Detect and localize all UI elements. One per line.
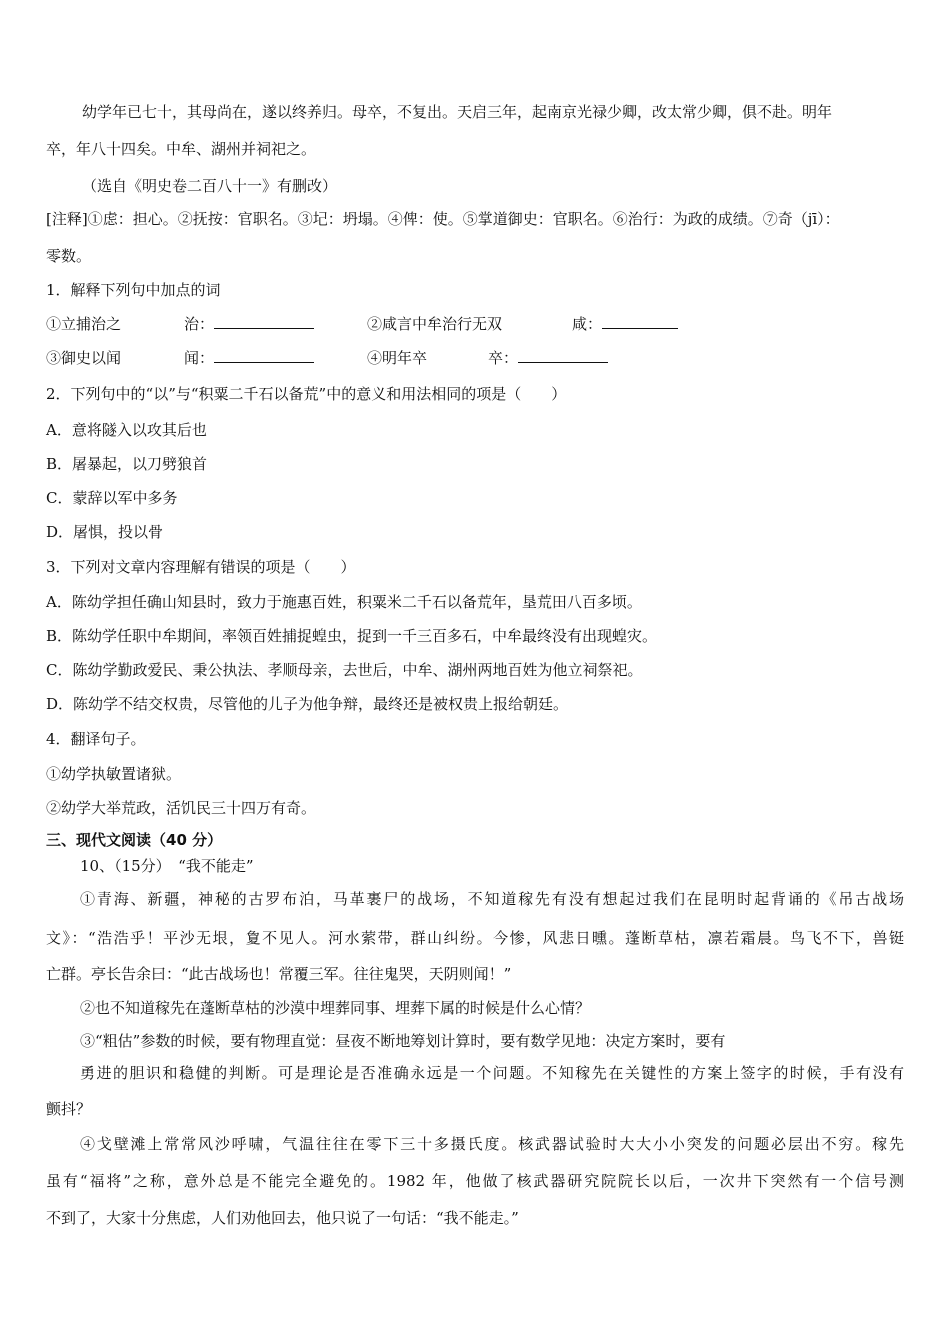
answer-blank[interactable]: [214, 348, 314, 363]
q2-option-d[interactable]: D．屠惧，投以骨: [46, 523, 164, 541]
modern-para-line: 颤抖？: [46, 1100, 92, 1118]
modern-para-line: 文》：“浩浩乎！平沙无垠，夐不见人。河水萦带，群山纠纷。今惨，风悲日曛。蓬断草枯，凛若霜晨。鸟飞不下，兽铤: [46, 929, 904, 947]
answer-blank[interactable]: [214, 314, 314, 329]
passage-para-line: 卒，年八十四矣。中牟、湖州并祠祀之。: [46, 140, 317, 158]
modern-para-line: ④戈壁滩上常常风沙呼啸，气温往往在零下三十多摄氏度。核武器试验时大大小小突发的问题必层出不穷。稼先: [80, 1135, 904, 1153]
modern-para-line: 虽有“福将”之称，意外总是不能完全避免的。1982 年，他做了核武器研究院院长以后，一次井下突然有一个信号测: [46, 1172, 904, 1190]
q1-item-sentence: ③御史以闻: [46, 349, 122, 367]
answer-blank[interactable]: [602, 314, 678, 329]
q4-item: ①幼学执敏置诸狱。: [46, 765, 182, 783]
annotation-notes: 零数。: [46, 247, 92, 265]
q2-option-c[interactable]: C．蒙辞以军中多务: [46, 489, 178, 507]
q4-item: ②幼学大举荒政，活饥民三十四万有奇。: [46, 799, 317, 817]
q1-item-label: 咸：: [572, 314, 678, 334]
q2-option-b[interactable]: B．屠暴起，以刀劈狼首: [46, 455, 208, 473]
question-4-stem: 4．翻译句子。: [46, 730, 146, 748]
modern-para-line: ②也不知道稼先在蓬断草枯的沙漠中埋葬同事、埋葬下属的时候是什么心情？: [80, 999, 591, 1017]
section-heading: 三、现代文阅读（40 分）: [46, 831, 223, 849]
annotation-notes: [注释]①虑：担心。②抚按：官职名。③圮：坍塌。④俾：使。⑤掌道御史：官职名。⑥治行：为政的成绩。⑦奇（jī）：: [46, 210, 840, 228]
question-1-stem: 1．解释下列句中加点的词: [46, 281, 221, 299]
modern-para-line: 不到了，大家十分焦虑，人们劝他回去，他只说了一句话：“我不能走。”: [46, 1209, 519, 1227]
passage-source: （选自《明史卷二百八十一》有删改）: [82, 177, 338, 195]
question-2-stem: 2．下列句中的“以”与“积粟二千石以备荒”中的意义和用法相同的项是（ ）: [46, 385, 567, 403]
question-3-stem: 3．下列对文章内容理解有错误的项是（ ）: [46, 558, 356, 576]
q1-item-label: 治：: [184, 314, 314, 334]
q1-item-sentence: ①立捕治之: [46, 315, 122, 333]
modern-para-line: 勇进的胆识和稳健的判断。可是理论是否准确永远是一个问题。不知稼先在关键性的方案上签字的时候，手有没有: [80, 1064, 904, 1082]
answer-blank[interactable]: [518, 348, 608, 363]
passage-para-line: 幼学年已七十，其母尚在，遂以终养归。母卒，不复出。天启三年，起南京光禄少卿，改太常少卿，俱不赴。明年: [82, 103, 833, 121]
q1-item-sentence: ④明年卒: [367, 349, 428, 367]
modern-para-line: ①青海、新疆，神秘的古罗布泊，马革裹尸的战场，不知道稼先有没有想起过我们在昆明时起背诵的《吊古战场: [80, 890, 904, 908]
q3-option-d[interactable]: D．陈幼学不结交权贵，尽管他的儿子为他争辩，最终还是被权贵上报给朝廷。: [46, 695, 569, 713]
q3-option-c[interactable]: C．陈幼学勤政爱民、秉公执法、孝顺母亲，去世后，中牟、湖州两地百姓为他立祠祭祀。: [46, 661, 643, 679]
q3-option-b[interactable]: B．陈幼学任职中牟期间，率领百姓捕捉蝗虫，捉到一千三百多石，中牟最终没有出现蝗灾。: [46, 627, 658, 645]
question-10-title: 10、（15分） “我不能走”: [80, 857, 254, 875]
modern-para-line: ③“粗估”参数的时候，要有物理直觉：昼夜不断地筹划计算时，要有数学见地：决定方案时，要有: [80, 1032, 726, 1050]
modern-para-line: 亡群。亭长告余曰：“此古战场也！常覆三军。往往鬼哭，天阴则闻！”: [46, 965, 512, 983]
q1-item-label: 卒：: [488, 348, 608, 368]
q1-item-label: 闻：: [184, 348, 314, 368]
q2-option-a[interactable]: A．意将隧入以攻其后也: [46, 421, 207, 439]
q1-item-sentence: ②咸言中牟治行无双: [367, 315, 503, 333]
q3-option-a[interactable]: A．陈幼学担任确山知县时，致力于施惠百姓，积粟米二千石以备荒年，垦荒田八百多顷。: [46, 593, 642, 611]
